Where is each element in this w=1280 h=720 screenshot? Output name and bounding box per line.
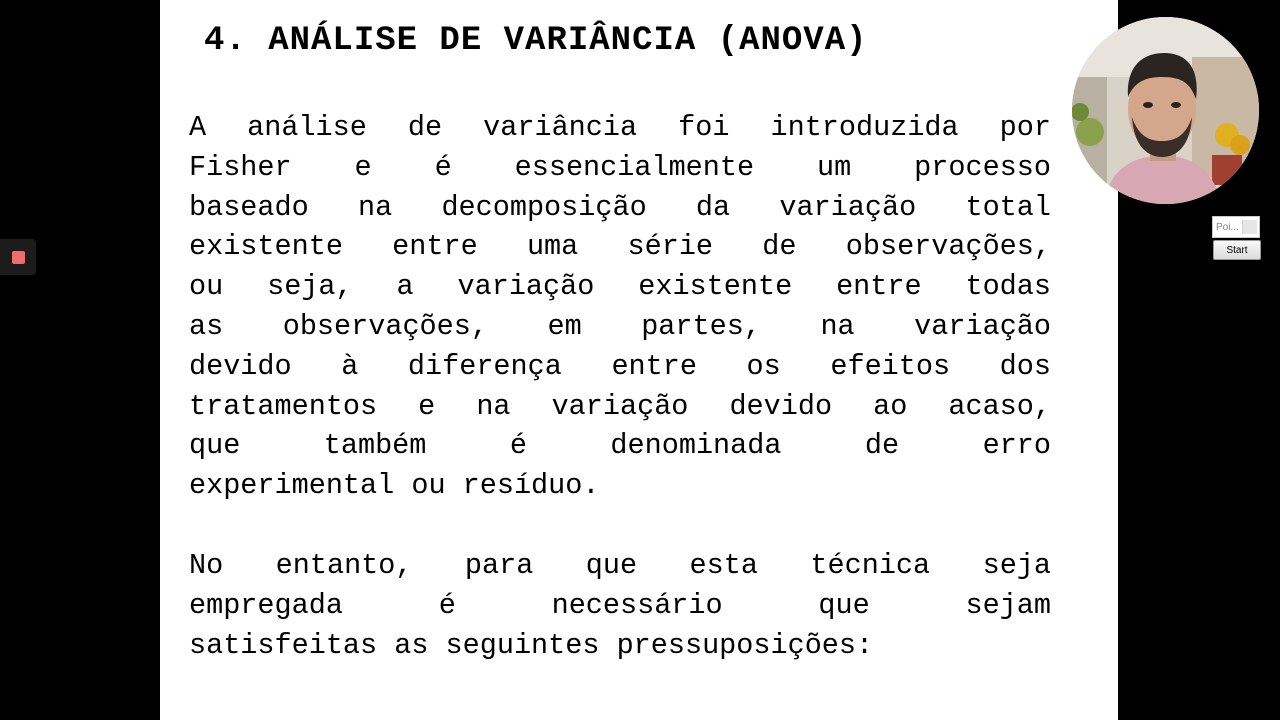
paragraph-line: baseado na decomposição da variação total: [189, 190, 1051, 224]
paragraph-line: empregada é necessário que sejam: [189, 588, 1051, 622]
recording-control[interactable]: [0, 239, 36, 275]
paragraph-definition: [189, 108, 1051, 506]
paragraph-line: devido à diferença entre os efeitos dos: [189, 349, 1051, 383]
start-button[interactable]: Start: [1213, 240, 1261, 260]
webcam-overlay: [1072, 17, 1259, 204]
paragraph-line: A análise de variância foi introduzida por: [189, 111, 1051, 144]
paragraph-line: experimental ou resíduo.: [189, 469, 600, 503]
presenter-video-icon: [1072, 17, 1259, 204]
paragraph-line: satisfeitas as seguintes pressuposições:: [189, 628, 874, 662]
paragraph-line: ou seja, a variação existente entre todas: [189, 270, 1051, 304]
stop-record-icon[interactable]: [12, 251, 25, 264]
recorder-mini-panel: [1212, 216, 1262, 262]
dropdown-icon[interactable]: [1242, 220, 1257, 234]
presentation-slide: [160, 0, 1118, 720]
recorder-source-field[interactable]: [1212, 216, 1260, 238]
paragraph-line: as observações, em partes, na variação: [189, 309, 1051, 343]
slide-title: 4. ANÁLISE DE VARIÂNCIA (ANOVA): [204, 22, 868, 60]
paragraph-line: Fisher e é essencialmente um processo: [189, 150, 1051, 184]
paragraph-line: existente entre uma série de observações,: [189, 230, 1051, 264]
paragraph-line: que também é denominada de erro: [189, 429, 1051, 463]
paragraph-line: No entanto, para que esta técnica seja: [189, 549, 1051, 582]
paragraph-line: tratamentos e na variação devido ao acaso,: [189, 389, 1051, 423]
paragraph-assumptions: [189, 546, 1051, 665]
recorder-source-text: Poi...: [1216, 222, 1239, 233]
